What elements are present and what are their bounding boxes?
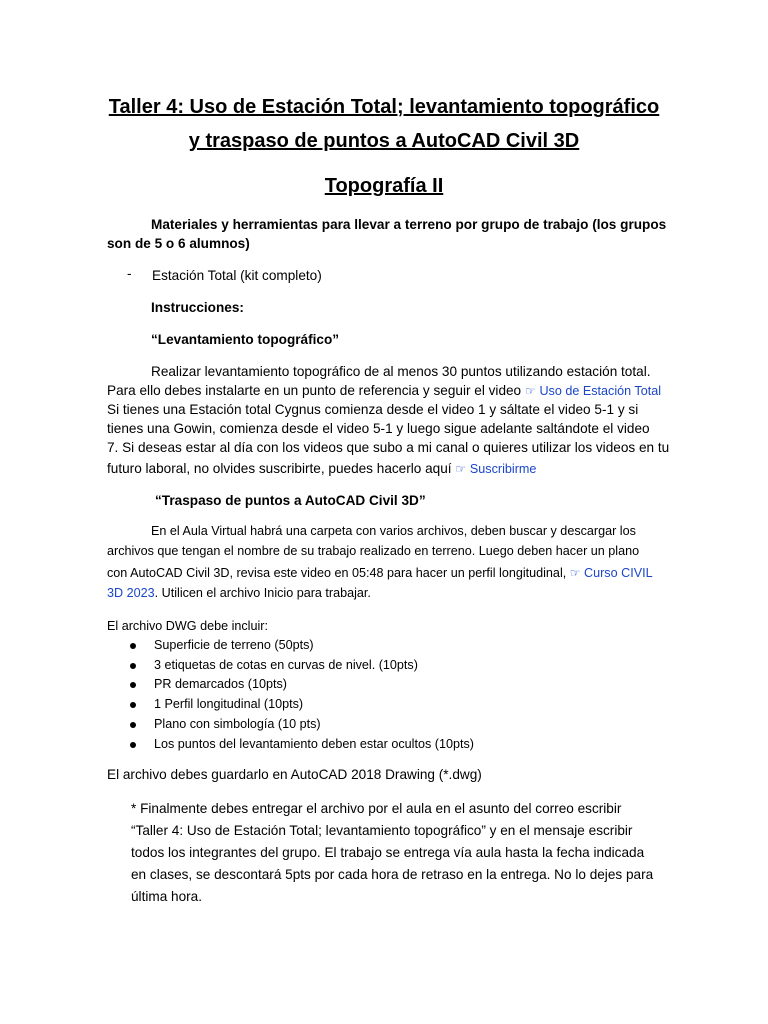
subscribe-link[interactable]: Suscribirme <box>469 462 537 476</box>
dwg-requirements-list <box>130 636 474 754</box>
dwg-intro: El archivo DWG debe incluir: <box>107 619 268 633</box>
pointing-hand-icon: ☞ <box>524 384 536 398</box>
list-dash: - <box>127 266 132 281</box>
materials-heading-line2: son de 5 o 6 alumnos) <box>107 236 250 251</box>
section2-line3 <box>107 564 653 583</box>
video-link-uso-estacion[interactable]: Uso de Estación Total <box>539 384 662 398</box>
list-item: 1 Perfil longitudinal (10pts) <box>130 695 474 715</box>
section2-heading: “Traspaso de puntos a AutoCAD Civil 3D” <box>155 493 426 508</box>
final-line5: última hora. <box>131 889 203 904</box>
list-item: PR demarcados (10pts) <box>130 675 474 695</box>
final-line2: “Taller 4: Uso de Estación Total; levantamiento topográfico” y en el mensaje escribir <box>131 823 633 838</box>
section2-line3-text: con AutoCAD Civil 3D, revisa este video en 05:48 para hacer un perfil longitudinal, <box>107 566 567 580</box>
section1-line6-text: futuro laboral, no olvides suscribirte, puedes hacerlo aquí <box>107 461 452 476</box>
save-note: El archivo debes guardarlo en AutoCAD 2018 Drawing (*.dwg) <box>107 767 482 782</box>
bullet-icon <box>130 682 136 688</box>
section2-line1: En el Aula Virtual habrá una carpeta con varios archivos, deben buscar y descargar los <box>151 524 636 538</box>
section1-line2-text: Para ello debes instalarte en un punto de referencia y seguir el video <box>107 383 522 398</box>
list-item: 3 etiquetas de cotas en curvas de nivel. (10pts) <box>130 656 474 676</box>
section2-line4-text: . Utilicen el archivo Inicio para trabajar. <box>154 586 371 600</box>
document-title-line2: y traspaso de puntos a AutoCAD Civil 3D <box>188 130 580 152</box>
final-line4: en clases, se descontará 5pts por cada hora de retraso en la entrega. No lo dejes para <box>131 867 654 882</box>
final-line3: todos los integrantes del grupo. El trabajo se entrega vía aula hasta la fecha indicada <box>131 845 645 860</box>
pointing-hand-icon: ☞ <box>455 462 467 476</box>
video-link-curso-civil-part1[interactable]: Curso CIVIL <box>584 566 653 580</box>
bullet-icon <box>130 663 136 669</box>
bullet-icon <box>130 722 136 728</box>
section2-line4 <box>107 584 371 603</box>
section1-line2 <box>107 381 661 401</box>
section1-line5: 7. Si deseas estar al día con los videos que subo a mi canal o quieres utilizar los videos en tu <box>107 440 670 455</box>
list-item: Los puntos del levantamiento deben estar ocultos (10pts) <box>130 735 474 755</box>
list-item: Plano con simbología (10 pts) <box>130 715 474 735</box>
section1-line6 <box>107 459 536 479</box>
materials-heading-line1: Materiales y herramientas para llevar a terreno por grupo de trabajo (los grupos <box>151 217 667 232</box>
final-line1: * Finalmente debes entregar el archivo por el aula en el asunto del correo escribir <box>131 801 622 816</box>
section2-line2: archivos que tengan el nombre de su trabajo realizado en terreno. Luego deben hacer un plano <box>107 544 640 558</box>
bullet-icon <box>130 702 136 708</box>
materials-item: Estación Total (kit completo) <box>152 268 322 283</box>
pointing-hand-icon: ☞ <box>569 566 581 580</box>
section1-line4: tienes una Gowin, comienza desde el video 5-1 y luego sigue adelante saltándote el video <box>107 421 650 436</box>
bullet-icon <box>130 643 136 649</box>
bullet-icon <box>130 742 136 748</box>
document-subtitle: Topografía II <box>324 175 444 197</box>
instructions-heading: Instrucciones: <box>151 300 244 315</box>
document-title-line1: Taller 4: Uso de Estación Total; levantamiento topográfico <box>108 96 660 118</box>
section1-heading: “Levantamiento topográfico” <box>151 332 340 347</box>
list-item: Superficie de terreno (50pts) <box>130 636 474 656</box>
section1-line1: Realizar levantamiento topográfico de al menos 30 puntos utilizando estación total. <box>151 364 651 379</box>
video-link-curso-civil-part2[interactable]: 3D 2023 <box>107 586 155 600</box>
section1-line3: Si tienes una Estación total Cygnus comienza desde el video 1 y sáltate el video 5-1 y si <box>107 402 639 417</box>
